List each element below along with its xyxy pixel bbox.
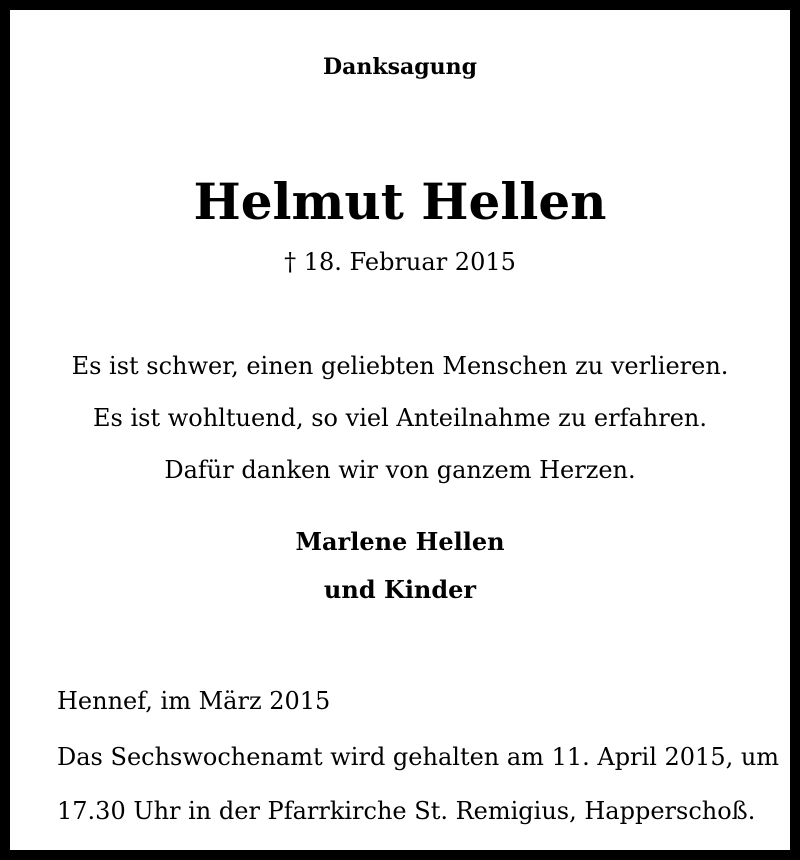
verse-line: Dafür danken wir von ganzem Herzen. bbox=[164, 456, 636, 484]
signers-block bbox=[10, 518, 790, 614]
signer-name: Marlene Hellen bbox=[295, 527, 505, 556]
service-line: 17.30 Uhr in der Pfarrkirche St. Remigius, Happerschoß. bbox=[57, 797, 756, 825]
verse-block bbox=[10, 340, 790, 496]
place-and-date: Hennef, im März 2015 bbox=[57, 687, 331, 715]
notice-heading: Danksagung bbox=[323, 54, 477, 80]
memorial-service-info bbox=[57, 730, 780, 838]
signer-family: und Kinder bbox=[323, 575, 477, 604]
verse-line: Es ist wohltuend, so viel Anteilnahme zu erfahren. bbox=[93, 404, 707, 432]
deceased-name: Helmut Hellen bbox=[193, 172, 607, 231]
verse-line: Es ist schwer, einen geliebten Menschen zu verlieren. bbox=[71, 352, 729, 380]
service-line: Das Sechswochenamt wird gehalten am 11. April 2015, um bbox=[57, 743, 780, 771]
death-date: † 18. Februar 2015 bbox=[284, 248, 516, 276]
